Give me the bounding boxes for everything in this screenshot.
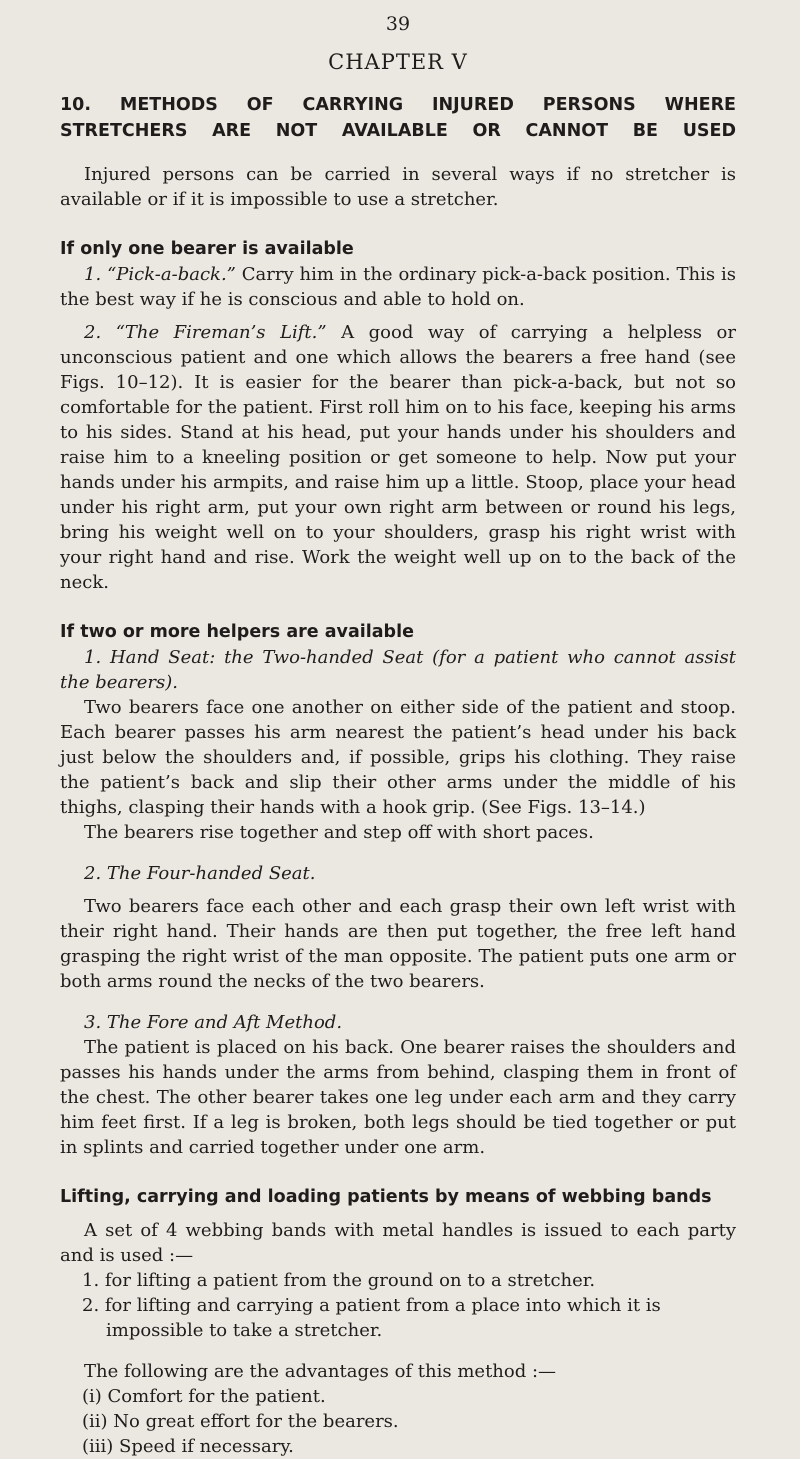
fireman-lift-title: 2. “The Fireman’s Lift.” [84, 322, 327, 343]
webbing-intro: A set of 4 webbing bands with metal handles is issued to each party and is used :— [60, 1220, 736, 1266]
fireman-lift-paragraph [60, 320, 736, 595]
webbing-heading: Lifting, carrying and loading patients by means of webbing bands [60, 1187, 712, 1207]
advantages-intro: The following are the advantages of this method :— [84, 1361, 557, 1382]
two-handed-seat-text-2: The bearers rise together and step off with short paces. [84, 822, 594, 843]
webbing-uses-list [60, 1268, 736, 1343]
fireman-lift-text: A good way of carrying a helpless or unconscious patient and one which allows the bearers a free hand (see Figs. 10–12). It is easier for the bearer than pick-a-back, but not so comfortable for the patient. First roll him on to his face, keeping his arms to his sides. Stand at his head, put your hands under his shoulders and raise him to a kneeling position or get someone to help. Now put your hands under his armpits, and raise him up a little. Stoop, place your head under his right arm, put your own right arm between or round his legs, bring his weight well on to your shoulders, grasp his right wrist with your right hand and rise. Work the weight well up on to the back of the neck. [60, 322, 736, 593]
fore-aft-text: The patient is placed on his back. One bearer raises the shoulders and passes his hands under the arms from behind, clasping them in front of the chest. The other bearer takes one leg under each arm and they carry him feet first. If a leg is broken, both legs should be tied together or put in splints and carried together under one arm. [60, 1037, 736, 1158]
advantages-list [60, 1384, 736, 1459]
chapter-title: CHAPTER V [328, 50, 468, 74]
pick-a-back-text: Carry him in the ordinary pick-a-back position. This is the best way if he is conscious and able to hold on. [60, 264, 736, 310]
fore-aft-title: 3. The Fore and Aft Method. [84, 1012, 343, 1033]
list-item: (iii) Speed if necessary. [82, 1436, 294, 1457]
two-handed-seat-title: 1. Hand Seat: the Two-handed Seat (for a patient who cannot assist the bearers). [60, 647, 736, 693]
intro-paragraph: Injured persons can be carried in several ways if no stretcher is available or if it is impossible to use a stretcher. [60, 164, 736, 210]
section-heading [60, 92, 736, 144]
list-item: (ii) No great effort for the bearers. [82, 1411, 399, 1432]
one-bearer-heading: If only one bearer is available [60, 239, 354, 259]
two-handed-seat-text: Two bearers face one another on either side of the patient and stoop. Each bearer passes his arm nearest the patient’s head under his back just below the shoulders and, if possible, grips his clothing. They raise the patient’s back and slip their other arms under the middle of his thighs, clasping their hands with a hook grip. (See Figs. 13–14.) [60, 697, 736, 818]
four-handed-seat-title: 2. The Four-handed Seat. [84, 863, 316, 884]
page-number: 39 [385, 13, 411, 35]
pick-a-back-paragraph [60, 262, 736, 312]
list-item: 1. for lifting a patient from the ground on to a stretcher. [82, 1270, 596, 1291]
four-handed-seat-text: Two bearers face each other and each grasp their own left wrist with their right hand. Their hands are then put together, the free left hand grasping the right wrist of the man opposite. The patient puts one arm or both arms round the necks of the two bearers. [60, 896, 736, 992]
list-item: 2. for lifting and carrying a patient from a place into which it is impossible to take a stretcher. [82, 1295, 661, 1341]
pick-a-back-title: 1. “Pick-a-back.” [84, 264, 236, 285]
section-heading-line-1: 10. METHODS OF CARRYING INJURED PERSONS WHERE [60, 95, 736, 115]
section-heading-line-2: STRETCHERS ARE NOT AVAILABLE OR CANNOT BE USED [60, 121, 736, 141]
two-helpers-heading: If two or more helpers are available [60, 622, 414, 642]
list-item: (i) Comfort for the patient. [82, 1386, 326, 1407]
